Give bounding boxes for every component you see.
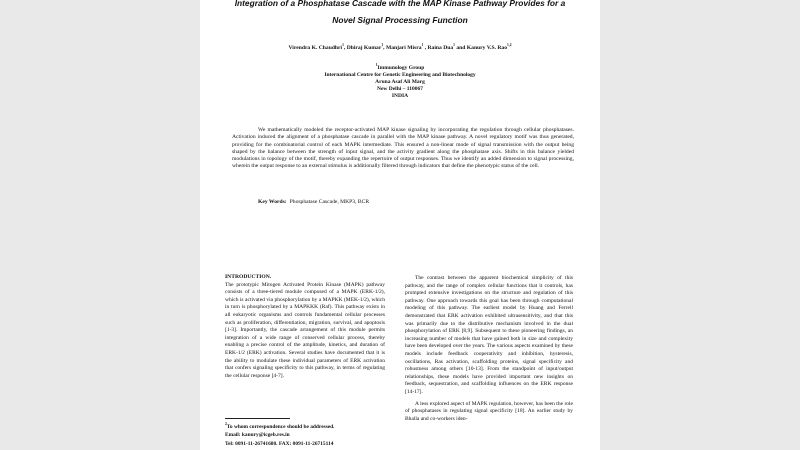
author-affiliation-mark: 1 <box>453 43 455 47</box>
author-name: Virendra K. Chaudhri <box>288 44 343 51</box>
intro-paragraph-2: The contrast between the apparent biochemical simplicity of this pathway, and the range of complex cellular functions that it controls, has prompted extensive investigations on the structure and regulation of this pathway. One approach towards this goal has been through computational modeling of this pathway. The earliest model by Huang and Ferrell demonstrated that ERK activation exhibited ultrasensitivity, and that this was primarily due to the distributive mechanism involved in the dual phosphorylation of ERK [8,9]. Subsequent to these pioneering findings, an increasing number of models that have gained both in size and complexity have been developed over the years. The various aspects examined by these models include feedback cooperativity and inhibition, hysteresis, oscillations, Ras activation, scaffolding proteins, signal specificity and robustness among others [10-13]. From the standpoint of input/output relationships, these models have provided important new insights on feedback, sequestration, and scaffolding influences on the ERK response [14-17]. <box>405 275 573 395</box>
affiliation-city: New Delhi – 110067 <box>377 86 423 93</box>
intro-paragraph-1: The prototypic Mitogen Activated Protein Kinase (MAPK) pathway consists of a three-tiered module composed of a MAPK (ERK-1/2), which is activated via phosphorylation by a MAPKK (MEK-1/2), which in turn is phosphorylated by a MAPKKK (Raf). This pathway exists in all eukaryotic organisms and controls fundamental cellular processes such as proliferation, differentiation, migration, survival, and apoptosis [1-3]. Importantly, the cascade arrangement of this module permits integration of a wide range of conserved cellular process, thereby enabling a precise control of the amplitude, kinetics, and duration of ERK-1/2 (ERK) activation. Several studies have documented that it is the ability to modulate these individual parameters of ERK activation that confers signaling specificity to this pathway, in terms of regulating the cellular response [4-7]. <box>225 281 385 379</box>
author-name: Kanury V.S. Rao <box>466 44 508 51</box>
affiliation-street: Aruna Asaf Ali Marg <box>375 79 425 86</box>
author-name: Dhiraj Kumar <box>346 44 382 51</box>
footnote-email: Email: kanury@icgeb.res.in <box>225 432 290 439</box>
keywords-label: Key Words: <box>258 199 287 205</box>
author-list <box>200 43 600 51</box>
column-right <box>405 275 573 423</box>
author-affiliation-mark: 1 <box>421 43 424 47</box>
author-affiliation-mark: 1 <box>381 43 384 47</box>
section-heading-introduction: INTRODUCTION. <box>225 274 272 280</box>
footnote-phone: Tel: 0091-11-26741680. FAX: 0091-11-26715114 <box>225 440 334 447</box>
affiliation-country: INDIA <box>391 93 409 100</box>
paper-title <box>200 0 600 29</box>
author-separator: , <box>343 44 347 51</box>
abstract: We mathematically modeled the receptor-activated MAP kinase signaling by incorporating the regulation through cellular phosphatases. Activation induced the alignment of a phosphatase cascade in parallel with the MAP kinase pathway. A novel regulatory motif was thus generated, providing for the combinatorial control of each MAPK intermediate. This ensured a non-linear mode of signal transmission with the output being shaped by the balance between the strength of input signal, and the activity gradient along the phosphatase axis. Shifts in this balance yielded modulations in topology of the motif, thereby expanding the repertoire of output responses. Thus we identify an added dimension to signal processing, wherein the output response to an external stimulus is additionally filtered through indicators that define the phenotypic status of the cell. <box>232 127 574 170</box>
author-separator: , <box>423 44 428 51</box>
intro-paragraph-3: A less explored aspect of MAPK regulation, however, has been the role of phosphatases in regulating signal specificity [18]. An earlier study by Bhalla and co-workers iden- <box>405 400 573 422</box>
paper-page <box>200 0 600 450</box>
keywords-text: Phosphatase Cascade, MKP3, BCR <box>289 199 370 205</box>
affiliation <box>200 62 600 100</box>
author-name: Manjari Misra <box>385 44 422 51</box>
affiliation-group: $^1$Immunology Group <box>375 63 425 71</box>
column-left <box>225 274 385 380</box>
author-separator: , <box>383 44 386 51</box>
author-affiliation-mark: 1,2 <box>507 43 512 47</box>
author-name: Raina Dua <box>427 44 454 51</box>
footnote-divider <box>225 418 290 419</box>
affiliation-institute: International Centre for Genetic Engineering and Biotechnology <box>324 71 476 78</box>
title-line-1: Integration of a Phosphatase Cascade with the MAP Kinase Pathway Provides for a <box>234 0 566 8</box>
title-line-2: Novel Signal Processing Function <box>332 15 468 25</box>
keywords <box>258 199 558 205</box>
footnote-line-1: $^2$To whom correspondence should be addressed. <box>225 422 335 430</box>
footnote <box>225 420 405 449</box>
author-separator: and <box>454 44 467 51</box>
author-affiliation-mark: 1 <box>342 43 344 47</box>
